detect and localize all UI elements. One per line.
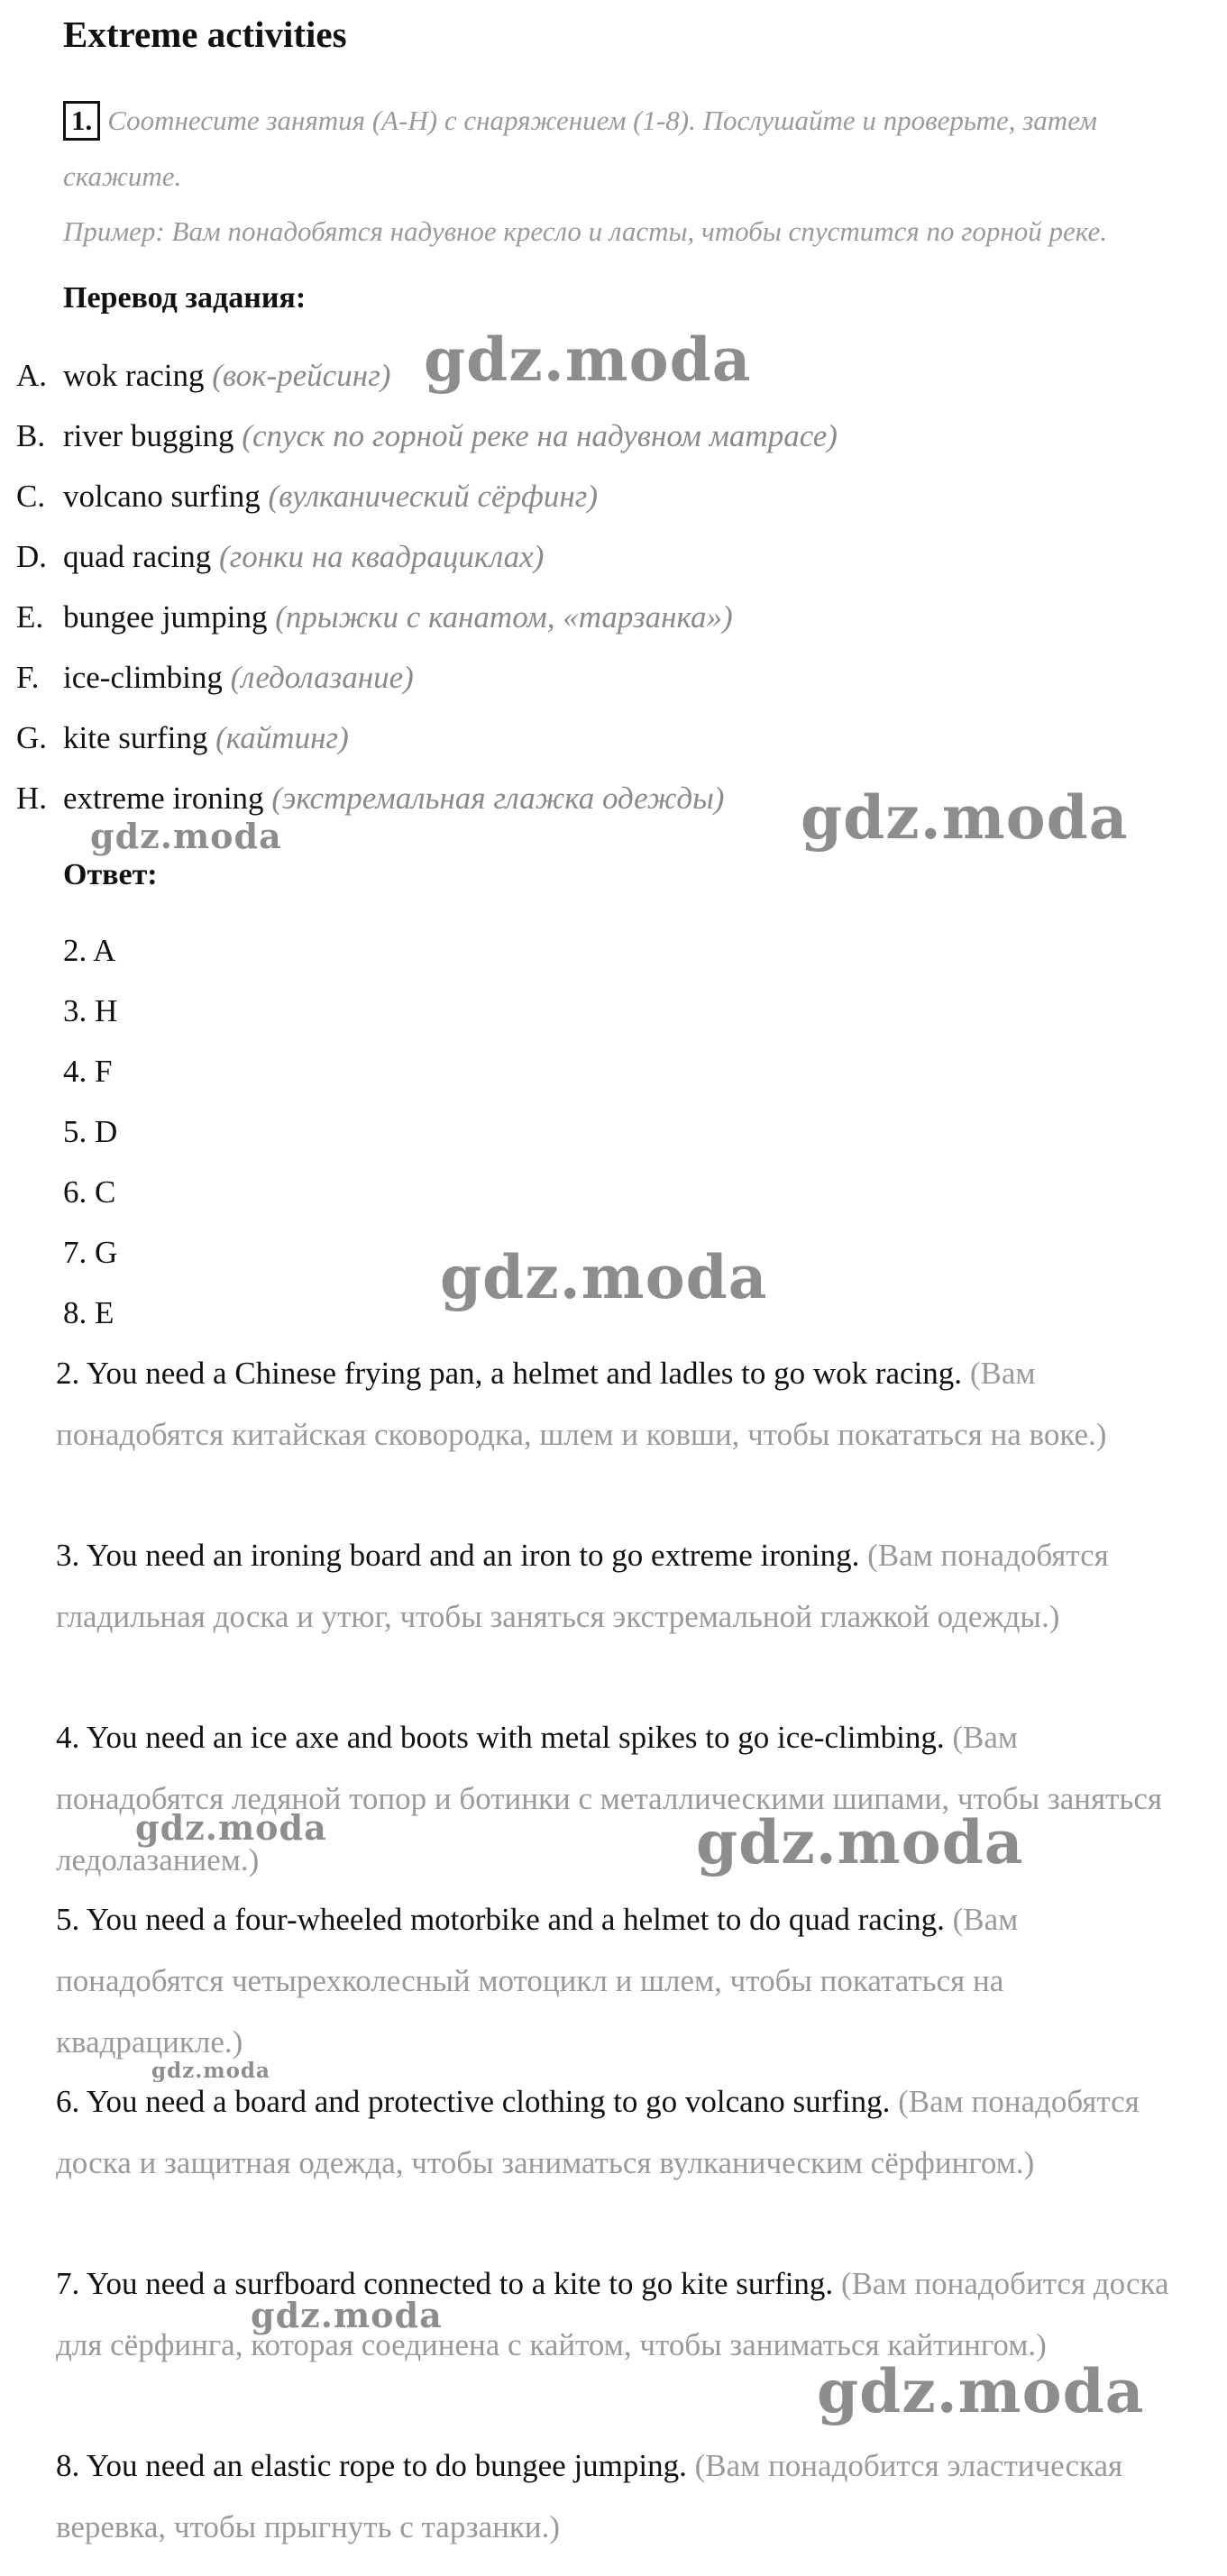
sentence-english: 4. You need an ice axe and boots with metal spikes to go ice-climbing.	[56, 1720, 945, 1755]
activity-name: bungee jumping	[63, 599, 268, 635]
watermark: gdz.moda	[151, 2059, 270, 2083]
sentence-english: 5. You need a four-wheeled motorbike and a helmet to do quad racing.	[56, 1902, 945, 1937]
activity-translation: (кайтинг)	[215, 720, 349, 755]
activity-letter: B.	[16, 418, 46, 453]
activity-letter: D.	[16, 539, 48, 574]
watermark: gdz.moda	[424, 324, 752, 395]
watermark: gdz.moda	[90, 816, 282, 856]
activity-translation: (спуск по горной реке на надувном матрасе)	[242, 418, 838, 453]
activity-translation: (экстремальная глажка одежды)	[271, 781, 725, 816]
sentence-english: 6. You need a board and protective clothing to go volcano surfing.	[56, 2084, 891, 2119]
answer-item: 8. E	[63, 1295, 114, 1330]
task-text-line1: Соотнесите занятия (A-H) с снаряжением (1-8). Послушайте и проверьте, затем	[107, 105, 1097, 136]
activity-item	[63, 599, 733, 635]
answer-item: 2. A	[63, 933, 116, 968]
answer-item: 4. F	[63, 1054, 113, 1089]
activity-item	[63, 358, 390, 394]
task-number: 1.	[63, 101, 100, 141]
sentence-russian: (Вам понадобятся гладильная доска и утюг, чтобы заняться экстремальной глажкой одежды.)	[56, 1538, 1109, 1634]
activity-translation: (вок-рейсинг)	[212, 358, 391, 393]
sentence-russian: (Вам понадобятся китайская сковородка, шлем и ковши, чтобы покататься на воке.)	[56, 1356, 1107, 1452]
sentence-russian: (Вам понадобится эластическая веревка, чтобы прыгнуть с тарзанки.)	[56, 2448, 1123, 2544]
task-example: Пример: Вам понадобятся надувное кресло и ласты, чтобы спустится по горной реке.	[63, 215, 1108, 247]
sentence-paragraph	[56, 2071, 1183, 2194]
watermark: gdz.moda	[440, 1242, 768, 1312]
sentence-russian: (Вам понадобятся доска и защитная одежда, чтобы заниматься вулканическим сёрфингом.)	[56, 2084, 1140, 2180]
answer-item: 5. D	[63, 1114, 118, 1149]
activity-item	[63, 781, 724, 817]
activity-letter: E.	[16, 599, 44, 635]
activity-name: extreme ironing	[63, 781, 264, 816]
sentence-russian: (Вам понадобятся четырехколесный мотоцикл и шлем, чтобы покататься на квадрацикле.)	[56, 1902, 1019, 2060]
activity-name: river bugging	[63, 418, 234, 453]
task-text-line2: скажите.	[63, 160, 182, 192]
answer-item: 6. C	[63, 1174, 116, 1210]
sentence-paragraph	[56, 1343, 1183, 1466]
activity-letter: A.	[16, 358, 48, 393]
sentence-english: 8. You need an elastic rope to do bungee jumping.	[56, 2448, 687, 2483]
watermark: gdz.moda	[135, 1807, 327, 1848]
answer-item: 7. G	[63, 1235, 118, 1270]
answer-item: 3. H	[63, 993, 118, 1028]
sentence-paragraph	[56, 1525, 1183, 1648]
activity-translation: (прыжки с канатом, «тарзанка»)	[275, 599, 733, 635]
activity-item	[63, 660, 414, 696]
activity-item	[63, 720, 349, 756]
activity-translation: (гонки на квадрациклах)	[218, 539, 545, 574]
translation-heading: Перевод задания:	[63, 281, 307, 315]
watermark: gdz.moda	[251, 2295, 443, 2335]
activity-name: ice-climbing	[63, 660, 223, 695]
activity-name: volcano surfing	[63, 479, 261, 514]
task-instruction	[63, 101, 1097, 141]
activity-translation: (ледолазание)	[230, 660, 414, 695]
activity-name: kite surfing	[63, 720, 208, 755]
activity-letter: G.	[16, 720, 48, 755]
watermark: gdz.moda	[696, 1807, 1024, 1877]
sentence-english: 2. You need a Chinese frying pan, a helmet and ladles to go wok racing.	[56, 1356, 963, 1391]
activity-translation: (вулканический сёрфинг)	[268, 479, 599, 514]
watermark: gdz.moda	[817, 2356, 1145, 2426]
activity-letter: C.	[16, 479, 46, 514]
sentence-russian: (Вам понадобится доска для сёрфинга, которая соединена с кайтом, чтобы заниматься кайтингом.)	[56, 2266, 1169, 2362]
sentence-english: 3. You need an ironing board and an iron to go extreme ironing.	[56, 1538, 860, 1573]
activity-item	[63, 539, 544, 575]
sentence-english: 7. You need a surfboard connected to a kite to go kite surfing.	[56, 2266, 834, 2301]
activity-name: wok racing	[63, 358, 205, 393]
watermark: gdz.moda	[801, 782, 1129, 853]
activity-name: quad racing	[63, 539, 212, 574]
activity-item	[63, 479, 598, 515]
activity-letter: F.	[16, 660, 40, 695]
sentence-paragraph	[56, 1889, 1183, 2073]
page-title: Extreme activities	[63, 14, 347, 55]
activity-letter: H.	[16, 781, 48, 816]
sentence-russian: (Вам понадобятся ледяной топор и ботинки с металлическими шипами, чтобы заняться ледолазанием.)	[56, 1720, 1162, 1877]
activity-item	[63, 418, 838, 454]
answer-heading: Ответ:	[63, 858, 158, 891]
sentence-paragraph	[56, 2435, 1183, 2558]
